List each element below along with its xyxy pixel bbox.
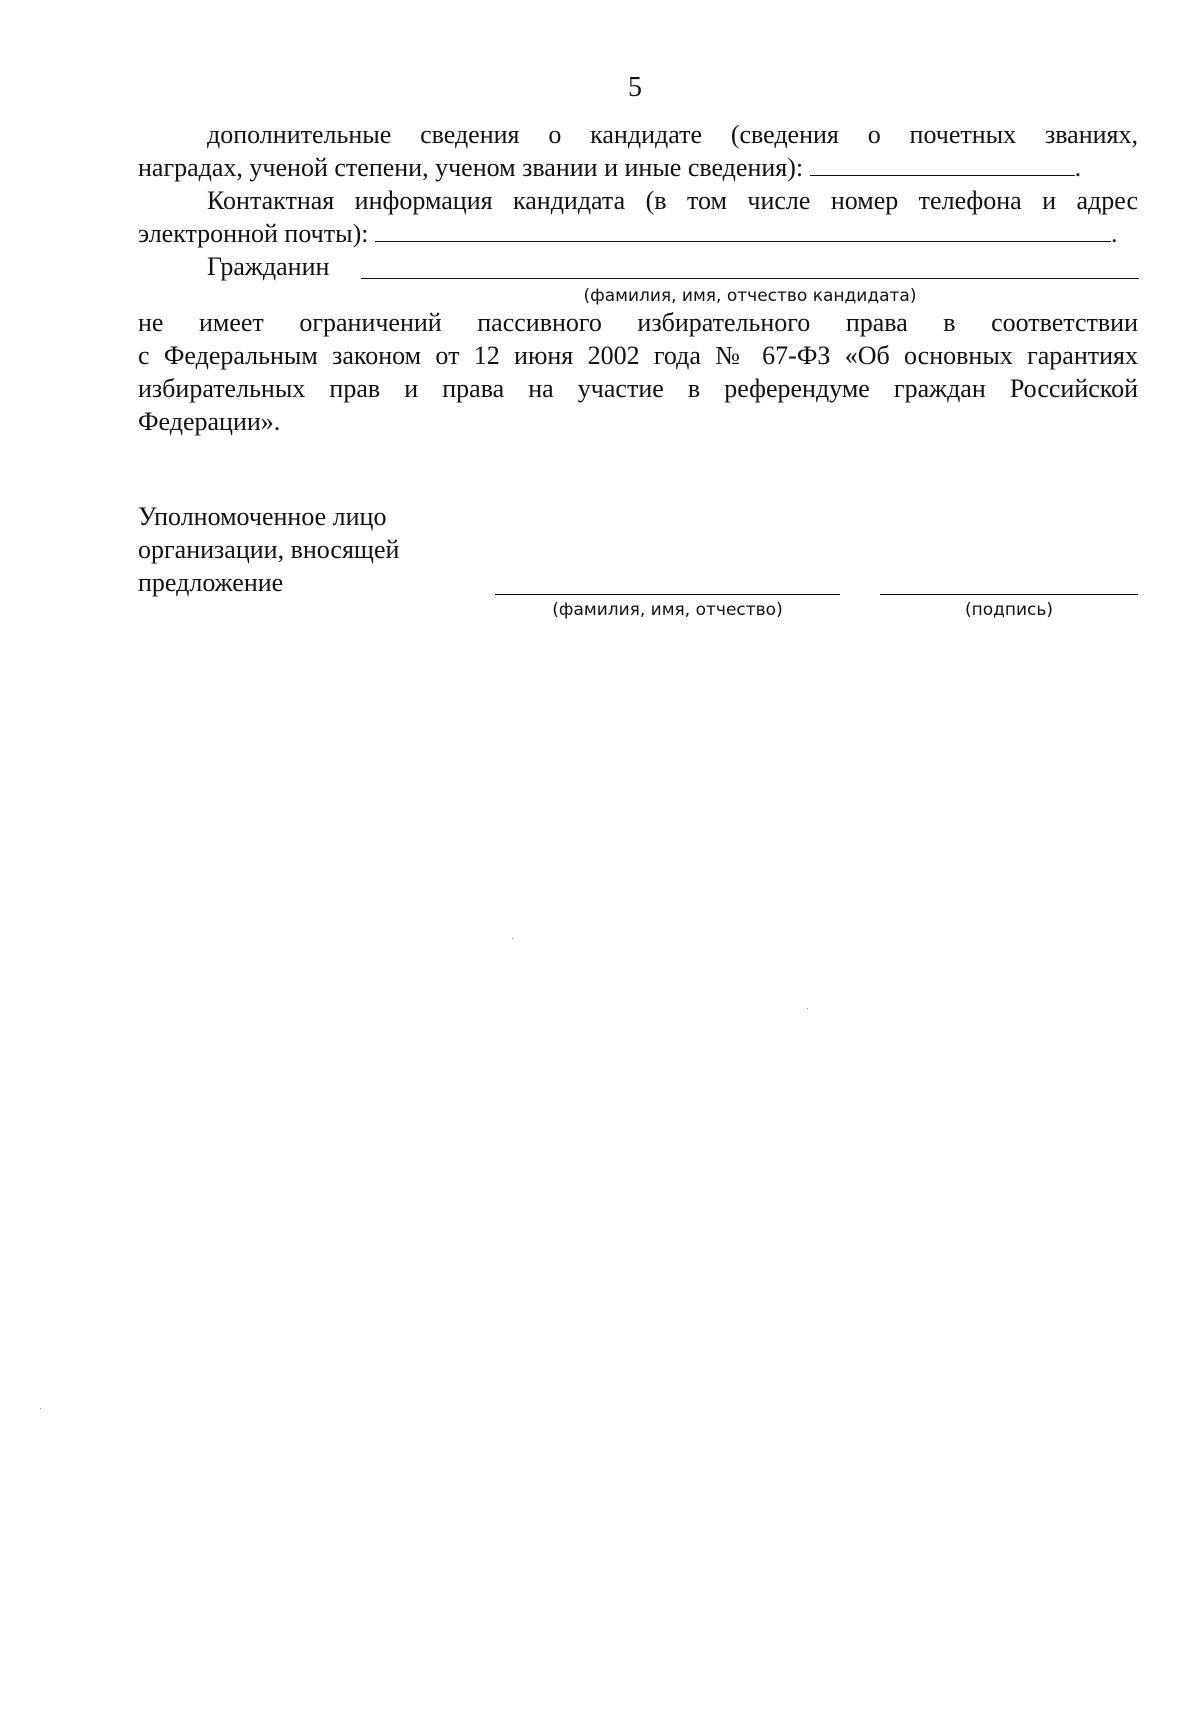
- scan-speck: [40, 1408, 41, 1409]
- restriction-line-2: с Федеральным законом от 12 июня 2002 года № 67-ФЗ «Об основных гарантиях: [138, 341, 1138, 370]
- signature-blank[interactable]: [880, 594, 1138, 595]
- authorized-person-line-1: Уполномоченное лицо: [138, 502, 387, 531]
- additional-info-text: наградах, ученой степени, ученом звании и иные сведения):: [138, 153, 804, 182]
- restriction-line-4: Федерации».: [138, 407, 281, 436]
- signature-caption: (подпись): [964, 600, 1054, 620]
- authorized-person-line-2: организации, вносящей: [138, 535, 400, 564]
- citizen-label: Гражданин: [207, 252, 330, 281]
- restriction-line-1: не имеет ограничений пассивного избирательного права в соответствии: [138, 308, 1138, 337]
- additional-info-line-2: [138, 151, 1138, 184]
- restriction-line-3: избирательных прав и права на участие в референдуме граждан Российской: [138, 374, 1138, 403]
- additional-info-period: .: [1074, 153, 1082, 182]
- contact-info-line-1: Контактная информация кандидата (в том числе номер телефона и адрес: [207, 186, 1138, 215]
- contact-info-period: .: [1110, 219, 1118, 248]
- authorized-person-label: [138, 500, 399, 599]
- contact-info-blank[interactable]: [375, 240, 1111, 242]
- authorized-person-line-3: предложение: [138, 568, 284, 597]
- additional-info-line-1: дополнительные сведения о кандидате (сведения о почетных званиях,: [207, 120, 1138, 149]
- signer-name-blank[interactable]: [495, 594, 840, 595]
- citizen-name-blank[interactable]: [361, 278, 1139, 279]
- scan-speck: [512, 938, 513, 939]
- contact-info-text: электронной почты):: [138, 219, 369, 248]
- citizen-caption: (фамилия, имя, отчество кандидата): [583, 286, 917, 306]
- page-number: 5: [628, 72, 642, 103]
- scan-speck: [807, 1008, 808, 1009]
- signer-name-caption: (фамилия, имя, отчество): [552, 600, 783, 620]
- additional-info-blank[interactable]: [810, 174, 1075, 176]
- contact-info-line-2: [138, 217, 1138, 250]
